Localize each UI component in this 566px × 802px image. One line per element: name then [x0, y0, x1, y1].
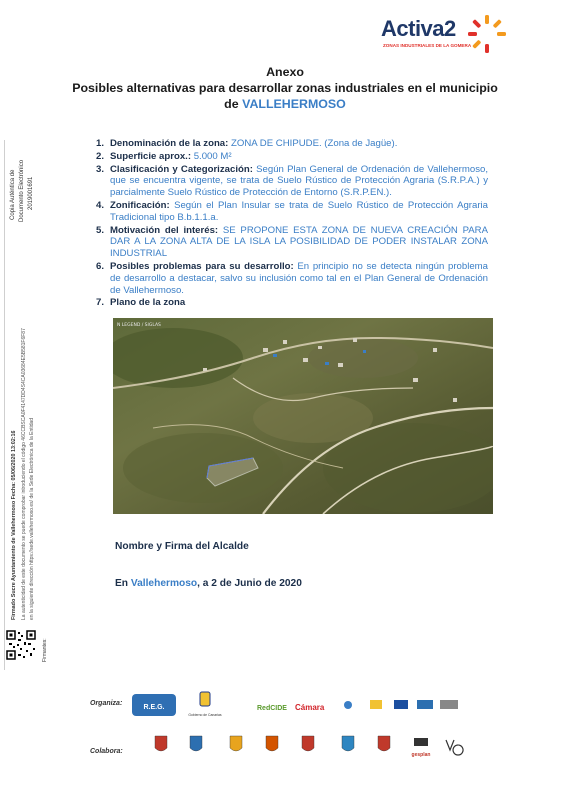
- reg-logo: [132, 694, 176, 716]
- date-place: Vallehermoso: [130, 578, 198, 589]
- colabora-logos: [150, 732, 480, 768]
- list-item: 4. Zonificación: Según el Plan Insular se trata de Suelo Rústico de Protección Agraria Tradicional tipo B.b.1.1.a.: [96, 199, 489, 223]
- sun-burst-icon: [467, 14, 507, 54]
- organiza-section: [90, 692, 122, 710]
- municipal-shield-icon: [190, 736, 202, 751]
- list-item: 7. Plano de la zona: [96, 297, 186, 309]
- document-title: [60, 64, 510, 112]
- camara-logo: [295, 703, 325, 712]
- gesplan-logo: [412, 738, 431, 758]
- copia-line2: Documento Electrónico: [19, 159, 25, 222]
- list-item: 2. Superficie aprox.: 5.000 M²: [96, 150, 232, 162]
- copia-line1: Copia Auténtica de: [10, 169, 16, 220]
- logo-tagline: ZONAS INDUSTRIALES DE LA GOMERA: [383, 43, 472, 48]
- partner-logo-icon: [446, 740, 463, 755]
- list-item: 3. Clasificación y Categorización: Según Plan General de Ordenación de Vallehermoso, que se encuentra vigente, se trata de Suelo Rústico de Protección Agraria (S.R.P.A.) y parcialmente Suelo Rústico de Protección de Entorno (S.R.P.EN.).: [96, 163, 489, 199]
- partner-logo-icon: [370, 700, 382, 709]
- svg-text:RedCIDE: RedCIDE: [257, 705, 287, 712]
- municipal-shield-icon: [342, 736, 354, 751]
- signature-label: Nombre y Firma del Alcalde: [115, 541, 249, 552]
- aerial-map-image: [113, 318, 493, 514]
- title-main: Posibles alternativas para desarrollar zonas industriales en el municipio: [72, 81, 498, 95]
- municipal-shield-icon: [230, 736, 242, 751]
- eu-flag-icon: [394, 700, 408, 709]
- redcide-logo: [257, 705, 287, 712]
- copia-code: 2019001691: [28, 176, 34, 210]
- municipal-shield-icon: [266, 736, 278, 751]
- organiza-logos: [132, 690, 482, 724]
- firmantes-label: Firmantes:: [42, 638, 48, 662]
- logo-wordmark: Activa2: [381, 16, 456, 41]
- municipal-shield-icon: [302, 736, 314, 751]
- svg-text:Cámara: Cámara: [295, 703, 325, 712]
- canarias-government-logo: [188, 692, 221, 717]
- colabora-section: [90, 740, 123, 758]
- colabora-label: Colabora:: [90, 748, 123, 755]
- municipal-shield-icon: [155, 736, 167, 751]
- qr-code-icon: [6, 630, 36, 660]
- zone-details-list: [96, 138, 488, 310]
- partner-logo-icon: [344, 701, 352, 709]
- partner-logo-icon: [440, 700, 458, 709]
- firmado-line: Firmado Sucre Ayuntamiento de Vallehermoso Fecha: 05/06/2020 13:02:16: [11, 430, 17, 620]
- title-line3: de VALLEHERMOSO: [224, 97, 346, 111]
- svg-text:R.E.G.: R.E.G.: [143, 704, 165, 711]
- signature-date: En Vallehermoso, a 2 de Junio de 2020: [115, 578, 302, 589]
- list-item: 1. Denominación de la zona: ZONA DE CHIPUDE. (Zona de Jagüe).: [96, 138, 398, 149]
- electronic-signature-strip: [0, 0, 80, 680]
- list-item: 6. Posibles problemas para su desarrollo: En principio no se detecta ningún problema de desarrollo a destacar, salvo su inclusión como tal en el Plan General de Ordenación de Vallehermoso.: [96, 260, 488, 296]
- partner-logo-icon: [417, 700, 433, 709]
- title-municipality: VALLEHERMOSO: [242, 97, 346, 111]
- list-item: 5. Motivación del interés: SE PROPONE ESTA ZONA DE NUEVA CREACIÓN PARA DAR A LA ZONA ALTA DE LA ISLA LA POSIBILIDAD DE PODER INSTALAR ZONA INDUSTRIAL: [96, 224, 489, 260]
- svg-text:gesplan: gesplan: [411, 752, 431, 758]
- svg-text:N LEGEND / SIGLAS: N LEGEND / SIGLAS: [117, 323, 161, 328]
- autenticidad-line1: La autenticidad de este documento se puede comprobar introduciendo el código 46CCBSCA0F4147DD4S4CA03684E5B581F6F87: [21, 328, 27, 620]
- activa2-logo: [381, 14, 506, 59]
- title-anexo: Anexo: [266, 65, 304, 79]
- autenticidad-line2: en la siguiente dirección https://sede.vallehermoso.es/ de la Sede Electrónica de la Entidad: [29, 417, 35, 620]
- municipal-shield-icon: [378, 736, 390, 751]
- organiza-label: Organiza:: [90, 700, 123, 707]
- svg-text:Gobierno de Canarias: Gobierno de Canarias: [188, 713, 222, 717]
